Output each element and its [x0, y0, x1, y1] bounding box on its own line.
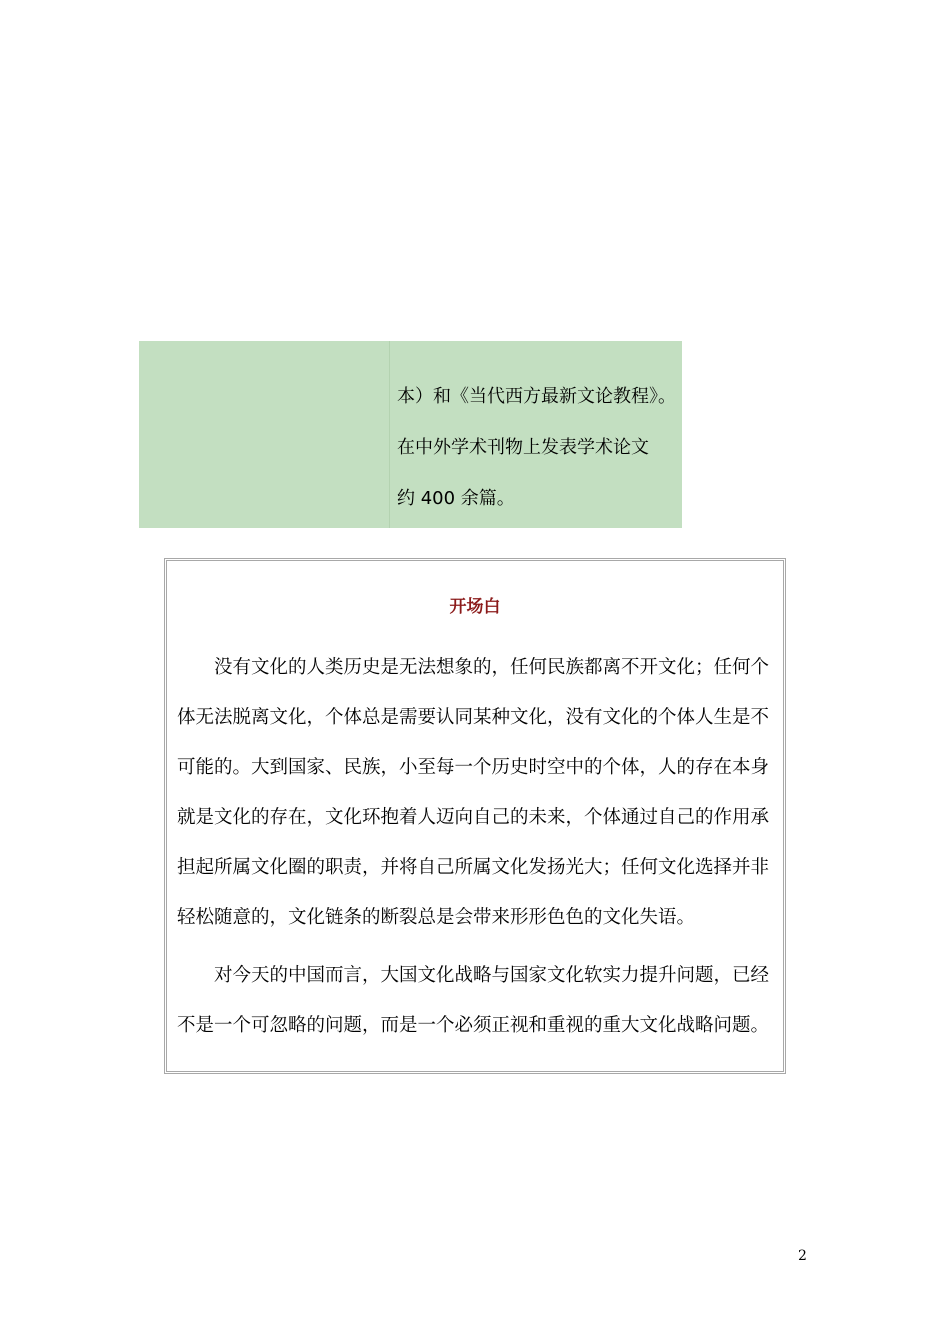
opening-paragraph-2: 对今天的中国而言，大国文化战略与国家文化软实力提升问题，已经不是一个可忽略的问题，而是一个必须正视和重视的重大文化战略问题。	[177, 965, 770, 1036]
profile-line-3: 约 400 余篇。	[397, 488, 515, 509]
page-number: 2	[798, 1248, 807, 1264]
profile-table-left-cell	[139, 341, 390, 528]
profile-line-1: 本）和《当代西方最新文论教程》。	[397, 386, 676, 407]
opening-remarks-title: 开场白	[449, 597, 501, 617]
profile-line-2: 在中外学术刊物上发表学术论文	[397, 437, 649, 458]
opening-paragraph-1: 没有文化的人类历史是无法想象的，任何民族都离不开文化；任何个体无法脱离文化，个体总是需要认同某种文化，没有文化的个体人生是不可能的。大到国家、民族，小至每一个历史时空中的个体，人的存在本身就是文化的存在，文化环抱着人迈向自己的未来，个体通过自己的作用承担起所属文化圈的职责，并将自己所属文化发扬光大；任何文化选择并非轻松随意的，文化链条的断裂总是会带来形形色色的文化失语。	[177, 657, 770, 928]
profile-table-right-cell	[390, 341, 682, 528]
opening-remarks-box	[164, 558, 786, 1074]
profile-table	[139, 341, 682, 528]
